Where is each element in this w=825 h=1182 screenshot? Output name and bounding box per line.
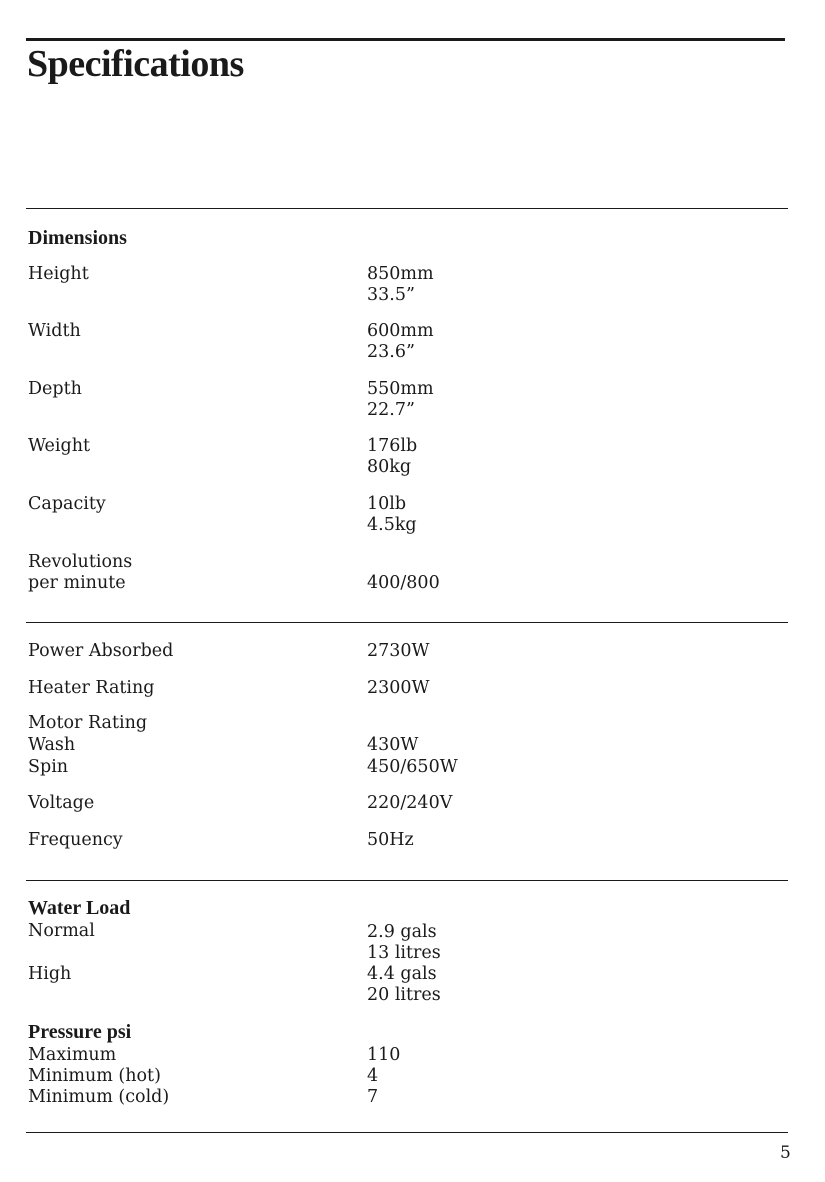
- weight-value-lb: 176lb: [367, 436, 418, 456]
- water-normal-value-litres: 13 litres: [367, 943, 441, 963]
- weight-value-kg: 80kg: [367, 457, 412, 477]
- motor-spin-label: Spin: [28, 757, 69, 777]
- frequency-label: Frequency: [28, 830, 123, 850]
- voltage-label: Voltage: [28, 793, 95, 813]
- motor-rating-label: Motor Rating: [28, 713, 148, 733]
- power-absorbed-label: Power Absorbed: [28, 641, 174, 661]
- bottom-rule: [26, 1132, 788, 1133]
- dimensions-heading: Dimensions: [28, 227, 127, 249]
- motor-wash-value: 430W: [367, 735, 419, 755]
- motor-spin-value: 450/650W: [367, 757, 458, 777]
- revolutions-label: Revolutions: [28, 552, 133, 572]
- power-absorbed-value: 2730W: [367, 641, 430, 661]
- depth-value-mm: 550mm: [367, 379, 434, 399]
- pressure-min-cold-value: 7: [367, 1087, 379, 1107]
- water-normal-label: Normal: [28, 921, 95, 941]
- water-load-heading: Water Load: [28, 897, 131, 919]
- capacity-value-lb: 10lb: [367, 494, 407, 514]
- water-high-label: High: [28, 964, 72, 984]
- title-rule: [26, 38, 785, 41]
- pressure-min-hot-value: 4: [367, 1066, 379, 1086]
- section-divider-water: [26, 880, 788, 881]
- width-label: Width: [28, 321, 81, 341]
- height-label: Height: [28, 264, 89, 284]
- water-high-value-gals: 4.4 gals: [367, 964, 437, 984]
- motor-wash-label: Wash: [28, 735, 76, 755]
- heater-rating-label: Heater Rating: [28, 678, 155, 698]
- water-high-value-litres: 20 litres: [367, 985, 441, 1005]
- width-value-mm: 600mm: [367, 321, 434, 341]
- page-number: 5: [780, 1143, 791, 1163]
- heater-rating-value: 2300W: [367, 678, 430, 698]
- weight-label: Weight: [28, 436, 91, 456]
- capacity-value-kg: 4.5kg: [367, 515, 417, 535]
- revolutions-label-line2: per minute: [28, 573, 126, 593]
- depth-value-in: 22.7”: [367, 400, 415, 420]
- height-value-in: 33.5”: [367, 285, 415, 305]
- voltage-value: 220/240V: [367, 793, 453, 813]
- pressure-min-cold-label: Minimum (cold): [28, 1087, 170, 1107]
- section-divider-electrical: [26, 622, 788, 623]
- pressure-maximum-value: 110: [367, 1045, 401, 1065]
- page-title: Specifications: [27, 43, 244, 85]
- depth-label: Depth: [28, 379, 82, 399]
- frequency-value: 50Hz: [367, 830, 414, 850]
- pressure-heading: Pressure psi: [28, 1021, 132, 1043]
- pressure-maximum-label: Maximum: [28, 1045, 117, 1065]
- pressure-min-hot-label: Minimum (hot): [28, 1066, 161, 1086]
- revolutions-value: 400/800: [367, 573, 440, 593]
- section-divider-dimensions: [26, 208, 788, 209]
- height-value-mm: 850mm: [367, 264, 434, 284]
- width-value-in: 23.6”: [367, 342, 415, 362]
- water-normal-value-gals: 2.9 gals: [367, 922, 437, 942]
- capacity-label: Capacity: [28, 494, 106, 514]
